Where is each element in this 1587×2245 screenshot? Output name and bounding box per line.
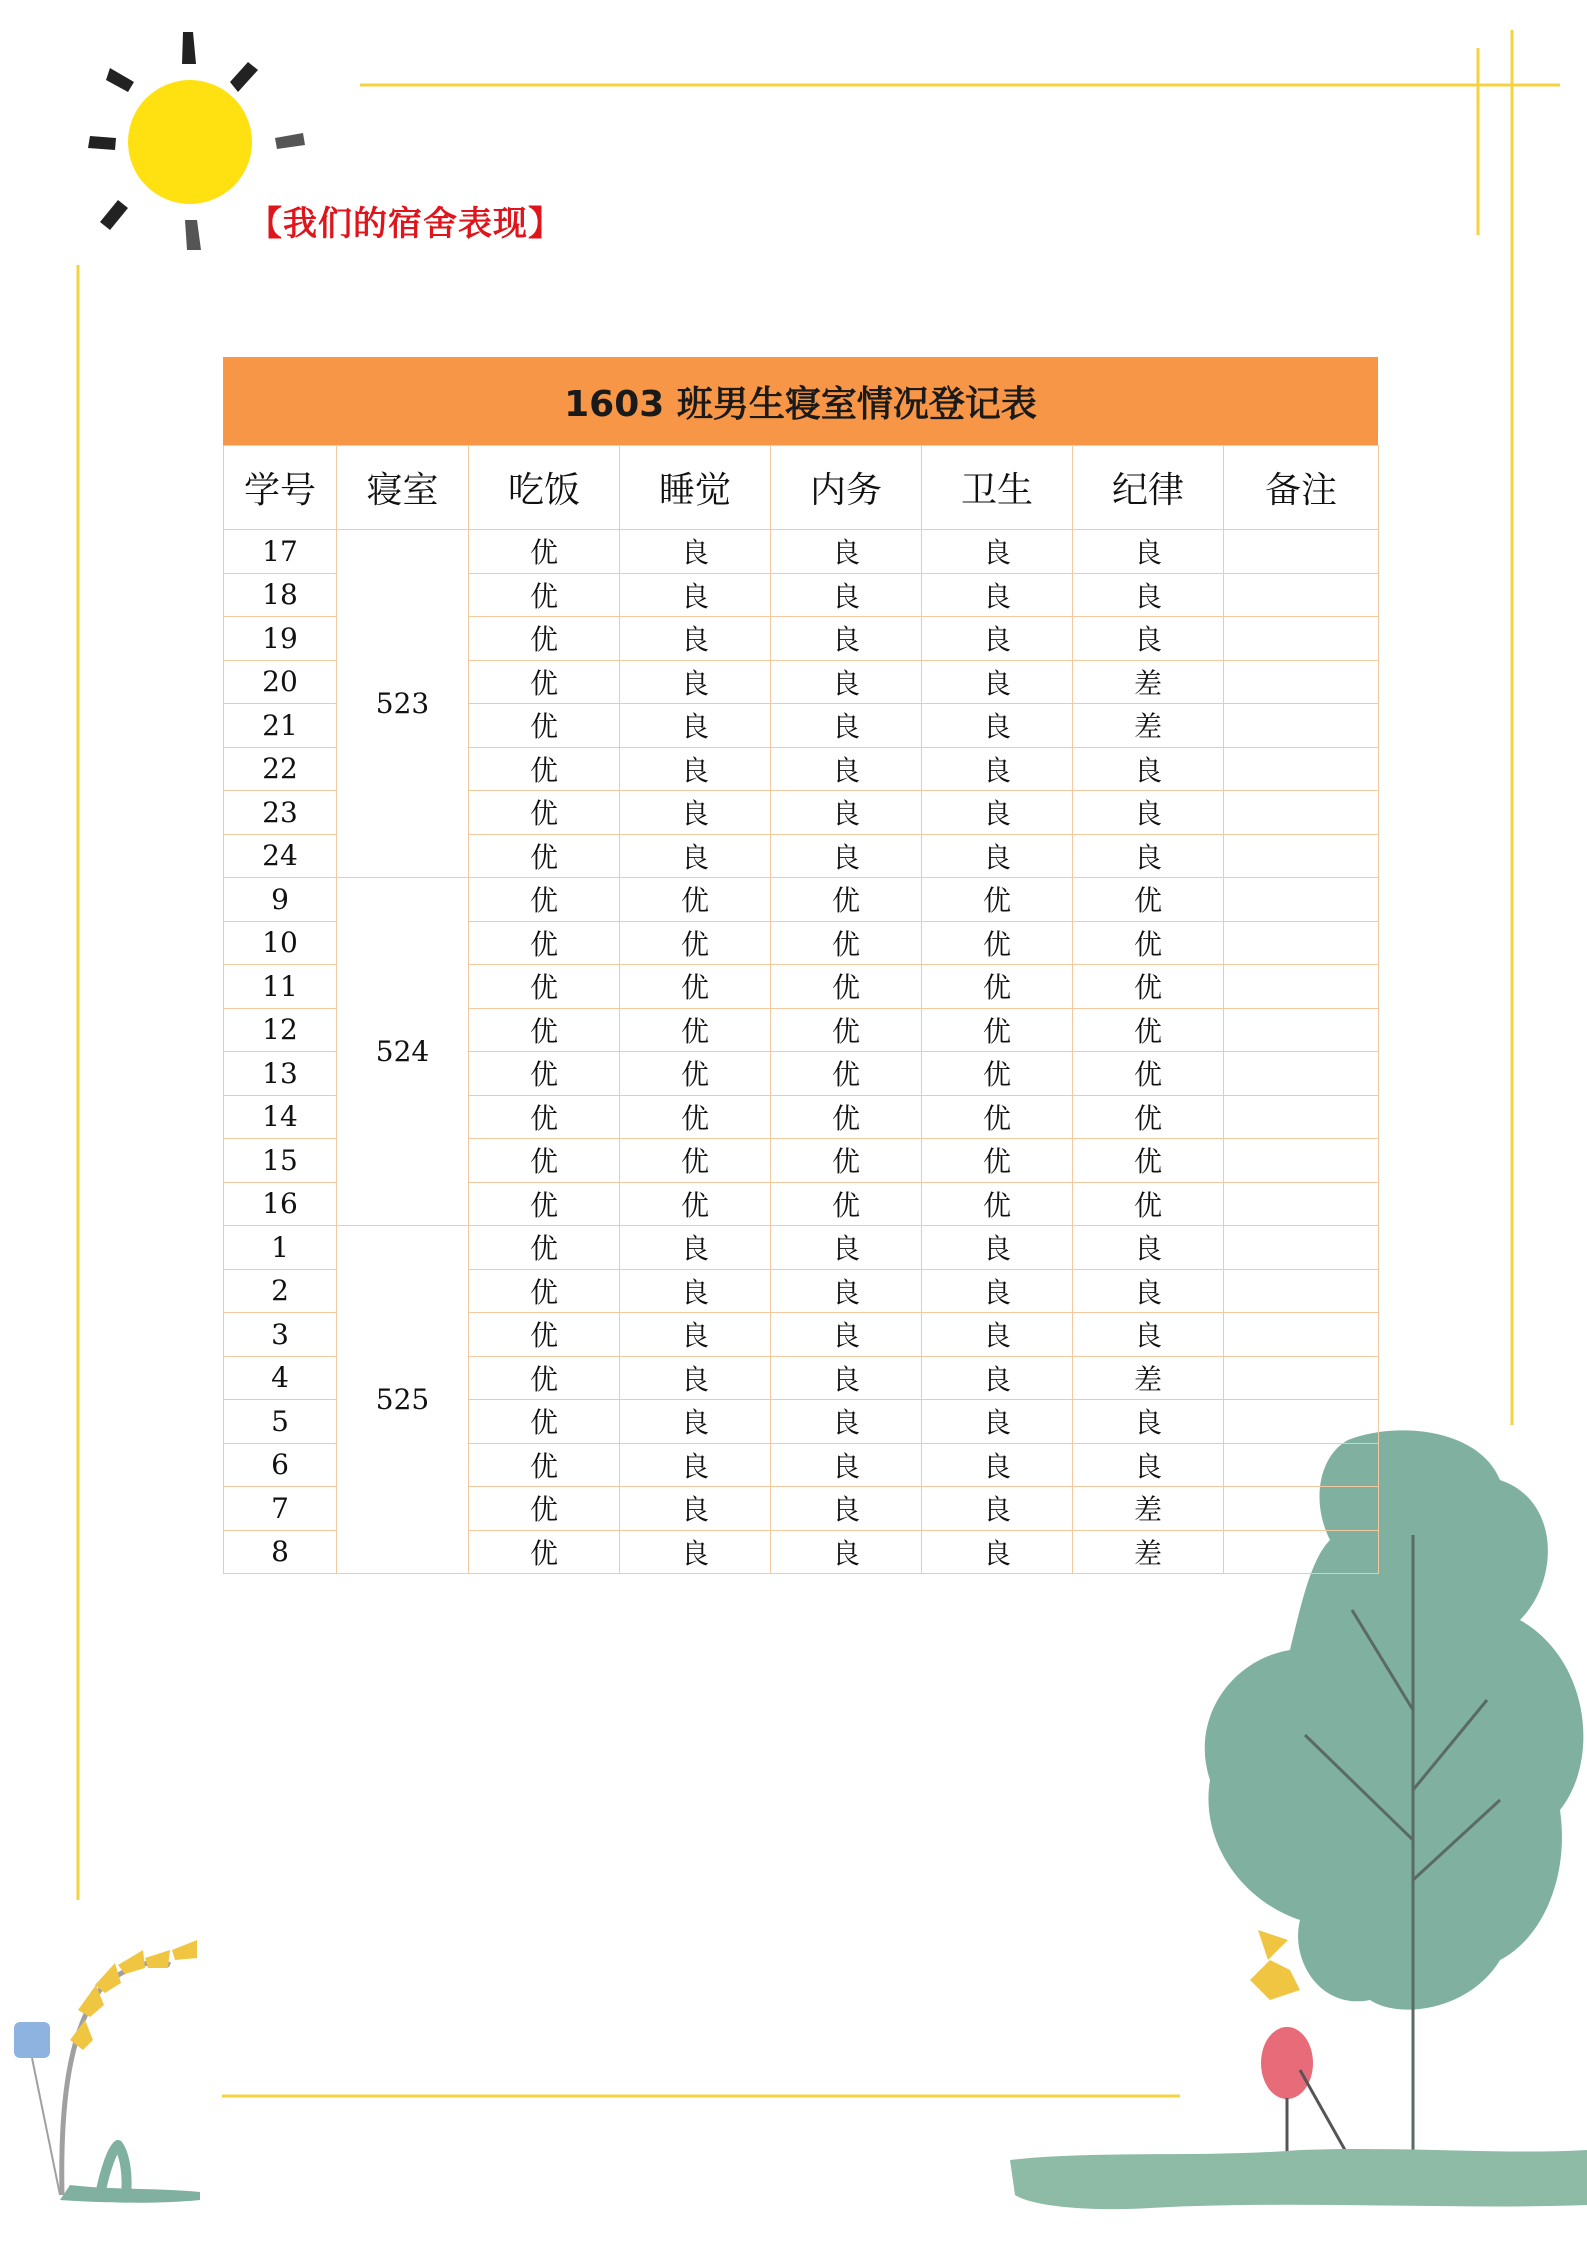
student-id-cell: 19 [224,617,337,661]
sleep-cell: 良 [620,704,771,748]
discipline-cell: 良 [1073,747,1224,791]
hygiene-cell: 良 [922,1226,1073,1270]
student-id-cell: 21 [224,704,337,748]
hygiene-cell: 良 [922,530,1073,574]
hygiene-cell: 优 [922,965,1073,1009]
meal-cell: 优 [469,1052,620,1096]
sleep-cell: 良 [620,747,771,791]
discipline-cell: 良 [1073,791,1224,835]
discipline-cell: 差 [1073,1356,1224,1400]
meal-cell: 优 [469,704,620,748]
student-id-cell: 18 [224,573,337,617]
hygiene-cell: 良 [922,834,1073,878]
hygiene-cell: 良 [922,791,1073,835]
housekeeping-cell: 优 [771,1182,922,1226]
sleep-cell: 良 [620,1530,771,1574]
column-header: 卫生 [922,446,1073,530]
housekeeping-cell: 良 [771,1356,922,1400]
sleep-cell: 优 [620,1008,771,1052]
sleep-cell: 良 [620,1356,771,1400]
sleep-cell: 良 [620,1226,771,1270]
student-id-cell: 6 [224,1443,337,1487]
remark-cell [1224,1182,1379,1226]
sleep-cell: 优 [620,878,771,922]
meal-cell: 优 [469,1356,620,1400]
housekeeping-cell: 良 [771,1443,922,1487]
meal-cell: 优 [469,530,620,574]
hygiene-cell: 优 [922,1182,1073,1226]
plant-icon [14,1940,200,2203]
remark-cell [1224,1530,1379,1574]
housekeeping-cell: 良 [771,1226,922,1270]
room-cell: 523 [337,530,469,878]
meal-cell: 优 [469,1226,620,1270]
sleep-cell: 优 [620,965,771,1009]
student-id-cell: 2 [224,1269,337,1313]
remark-cell [1224,1052,1379,1096]
table-title: 1603 班男生寝室情况登记表 [223,357,1378,445]
discipline-cell: 良 [1073,1443,1224,1487]
discipline-cell: 优 [1073,1139,1224,1183]
hygiene-cell: 良 [922,1313,1073,1357]
sleep-cell: 良 [620,617,771,661]
remark-cell [1224,1226,1379,1270]
student-id-cell: 12 [224,1008,337,1052]
dorm-registration-table [223,357,1378,1574]
meal-cell: 优 [469,1008,620,1052]
remark-cell [1224,834,1379,878]
housekeeping-cell: 优 [771,921,922,965]
meal-cell: 优 [469,747,620,791]
remark-cell [1224,617,1379,661]
remark-cell [1224,965,1379,1009]
discipline-cell: 良 [1073,1226,1224,1270]
discipline-cell: 差 [1073,1530,1224,1574]
student-id-cell: 4 [224,1356,337,1400]
remark-cell [1224,530,1379,574]
data-table [223,445,1379,1574]
sleep-cell: 良 [620,1313,771,1357]
hygiene-cell: 优 [922,1052,1073,1096]
remark-cell [1224,1008,1379,1052]
hygiene-cell: 优 [922,1095,1073,1139]
housekeeping-cell: 良 [771,704,922,748]
meal-cell: 优 [469,1400,620,1444]
sleep-cell: 良 [620,530,771,574]
housekeeping-cell: 良 [771,660,922,704]
meal-cell: 优 [469,965,620,1009]
table-row [224,1226,1379,1270]
discipline-cell: 优 [1073,1052,1224,1096]
hygiene-cell: 良 [922,1443,1073,1487]
sleep-cell: 良 [620,1443,771,1487]
header-row [224,446,1379,530]
remark-cell [1224,1269,1379,1313]
meal-cell: 优 [469,1443,620,1487]
discipline-cell: 差 [1073,704,1224,748]
sleep-cell: 良 [620,1400,771,1444]
discipline-cell: 良 [1073,1269,1224,1313]
hygiene-cell: 良 [922,747,1073,791]
housekeeping-cell: 良 [771,530,922,574]
student-id-cell: 9 [224,878,337,922]
student-id-cell: 22 [224,747,337,791]
remark-cell [1224,921,1379,965]
hygiene-cell: 优 [922,878,1073,922]
sleep-cell: 良 [620,1487,771,1531]
hygiene-cell: 良 [922,704,1073,748]
sleep-cell: 优 [620,1095,771,1139]
student-id-cell: 3 [224,1313,337,1357]
discipline-cell: 差 [1073,1487,1224,1531]
discipline-cell: 良 [1073,834,1224,878]
meal-cell: 优 [469,1182,620,1226]
hygiene-cell: 良 [922,1400,1073,1444]
meal-cell: 优 [469,921,620,965]
discipline-cell: 优 [1073,1182,1224,1226]
housekeeping-cell: 优 [771,878,922,922]
discipline-cell: 良 [1073,573,1224,617]
student-id-cell: 17 [224,530,337,574]
discipline-cell: 差 [1073,660,1224,704]
student-id-cell: 23 [224,791,337,835]
housekeeping-cell: 良 [771,747,922,791]
hygiene-cell: 良 [922,617,1073,661]
meal-cell: 优 [469,878,620,922]
meal-cell: 优 [469,834,620,878]
meal-cell: 优 [469,660,620,704]
remark-cell [1224,1487,1379,1531]
meal-cell: 优 [469,573,620,617]
student-id-cell: 16 [224,1182,337,1226]
housekeeping-cell: 良 [771,1269,922,1313]
hygiene-cell: 良 [922,1487,1073,1531]
meal-cell: 优 [469,1487,620,1531]
column-header: 吃饭 [469,446,620,530]
sleep-cell: 良 [620,1269,771,1313]
housekeeping-cell: 优 [771,1139,922,1183]
sleep-cell: 良 [620,791,771,835]
remark-cell [1224,747,1379,791]
discipline-cell: 优 [1073,921,1224,965]
housekeeping-cell: 良 [771,617,922,661]
hygiene-cell: 良 [922,660,1073,704]
housekeeping-cell: 良 [771,1400,922,1444]
meal-cell: 优 [469,617,620,661]
room-cell: 524 [337,878,469,1226]
room-cell: 525 [337,1226,469,1574]
housekeeping-cell: 良 [771,1530,922,1574]
housekeeping-cell: 良 [771,1487,922,1531]
remark-cell [1224,878,1379,922]
housekeeping-cell: 优 [771,1095,922,1139]
student-id-cell: 13 [224,1052,337,1096]
remark-cell [1224,1443,1379,1487]
housekeeping-cell: 良 [771,573,922,617]
remark-cell [1224,660,1379,704]
table-row [224,878,1379,922]
student-id-cell: 14 [224,1095,337,1139]
column-header: 纪律 [1073,446,1224,530]
column-header: 睡觉 [620,446,771,530]
discipline-cell: 优 [1073,1095,1224,1139]
remark-cell [1224,704,1379,748]
column-header: 寝室 [337,446,469,530]
student-id-cell: 11 [224,965,337,1009]
student-id-cell: 8 [224,1530,337,1574]
hygiene-cell: 优 [922,1008,1073,1052]
sleep-cell: 优 [620,1182,771,1226]
meal-cell: 优 [469,791,620,835]
student-id-cell: 10 [224,921,337,965]
housekeeping-cell: 良 [771,834,922,878]
discipline-cell: 良 [1073,1400,1224,1444]
meal-cell: 优 [469,1313,620,1357]
student-id-cell: 7 [224,1487,337,1531]
housekeeping-cell: 优 [771,1052,922,1096]
sleep-cell: 优 [620,1052,771,1096]
sleep-cell: 优 [620,1139,771,1183]
student-id-cell: 5 [224,1400,337,1444]
remark-cell [1224,791,1379,835]
student-id-cell: 24 [224,834,337,878]
hygiene-cell: 优 [922,921,1073,965]
hygiene-cell: 良 [922,573,1073,617]
remark-cell [1224,1095,1379,1139]
sleep-cell: 良 [620,660,771,704]
meal-cell: 优 [469,1139,620,1183]
student-id-cell: 20 [224,660,337,704]
housekeeping-cell: 良 [771,791,922,835]
page-heading: 【我们的宿舍表现】 [248,204,563,244]
discipline-cell: 良 [1073,1313,1224,1357]
sleep-cell: 优 [620,921,771,965]
meal-cell: 优 [469,1095,620,1139]
student-id-cell: 15 [224,1139,337,1183]
discipline-cell: 良 [1073,530,1224,574]
housekeeping-cell: 优 [771,965,922,1009]
remark-cell [1224,1356,1379,1400]
column-header: 备注 [1224,446,1379,530]
hygiene-cell: 优 [922,1139,1073,1183]
discipline-cell: 良 [1073,617,1224,661]
hygiene-cell: 良 [922,1269,1073,1313]
column-header: 学号 [224,446,337,530]
discipline-cell: 优 [1073,965,1224,1009]
meal-cell: 优 [469,1269,620,1313]
meal-cell: 优 [469,1530,620,1574]
grass-icon [1010,2149,1587,2209]
sleep-cell: 良 [620,834,771,878]
housekeeping-cell: 良 [771,1313,922,1357]
remark-cell [1224,573,1379,617]
column-header: 内务 [771,446,922,530]
hygiene-cell: 良 [922,1530,1073,1574]
housekeeping-cell: 优 [771,1008,922,1052]
remark-cell [1224,1139,1379,1183]
remark-cell [1224,1400,1379,1444]
sleep-cell: 良 [620,573,771,617]
discipline-cell: 优 [1073,878,1224,922]
discipline-cell: 优 [1073,1008,1224,1052]
student-id-cell: 1 [224,1226,337,1270]
hygiene-cell: 良 [922,1356,1073,1400]
remark-cell [1224,1313,1379,1357]
table-row [224,530,1379,574]
